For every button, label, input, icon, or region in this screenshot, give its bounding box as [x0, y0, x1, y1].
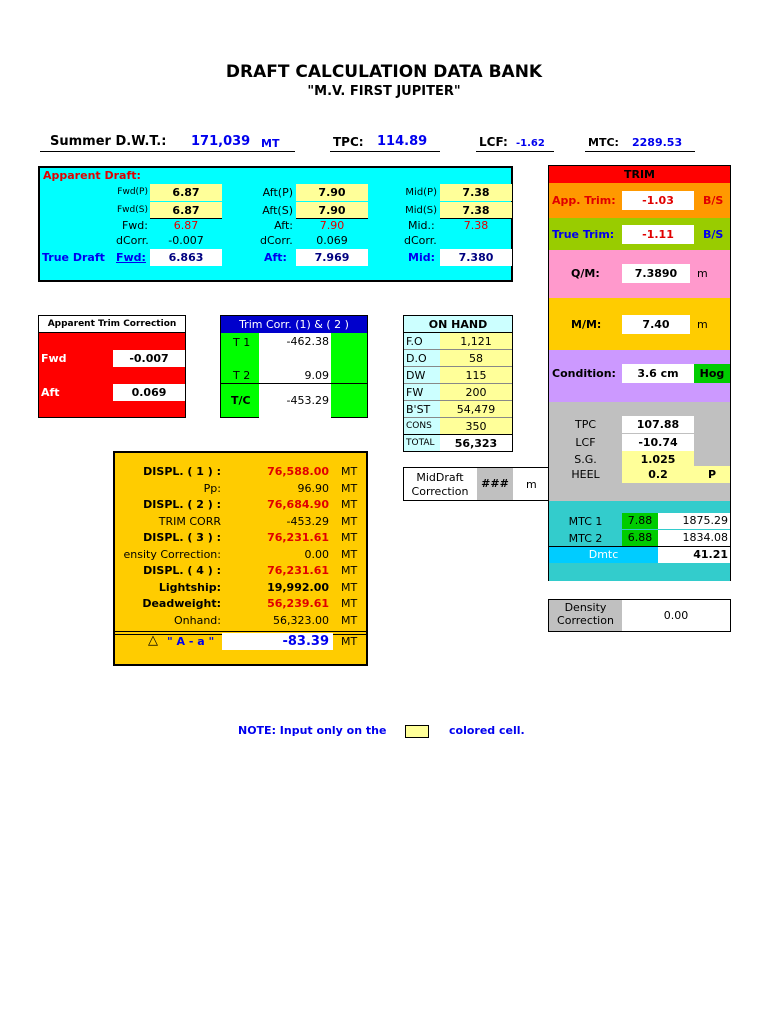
fwd-label: Fwd:	[121, 219, 148, 232]
fwd-dcorr-value: -0.007	[168, 234, 204, 247]
true-trim-row	[549, 218, 730, 250]
true-trim-direction: B/S	[703, 228, 724, 241]
on-hand-total-value: 56,323	[440, 434, 512, 451]
on-hand-panel	[403, 315, 513, 452]
note-text-before: NOTE: Input only on the	[238, 724, 387, 737]
on-hand-row-input[interactable]: 1,121	[440, 333, 512, 350]
app-trim-label: App. Trim:	[552, 194, 616, 207]
qm-value: 7.3890	[622, 264, 690, 283]
on-hand-row-label: FW	[404, 384, 440, 401]
delta-label: " A - a "	[167, 635, 215, 648]
app-trim-value: -1.03	[622, 191, 694, 210]
trim-corr-title: Trim Corr. (1) & ( 2 )	[221, 316, 367, 333]
hydro-heel-input[interactable]: 0.2	[622, 466, 694, 483]
on-hand-row-input[interactable]: 54,479	[440, 401, 512, 418]
hydro-lcf-label: LCF	[575, 436, 596, 449]
aft-s-label: Aft(S)	[262, 204, 293, 217]
lcf-underline	[476, 151, 554, 152]
delta-unit: MT	[341, 635, 358, 648]
displacement-row-label: Deadweight:	[142, 597, 221, 610]
condition-value: 3.6 cm	[622, 364, 694, 383]
on-hand-row-input[interactable]: 350	[440, 418, 512, 435]
displacement-row-unit: MT	[341, 597, 358, 610]
t1-label: T 1	[233, 336, 251, 349]
mtc2-value: 1834.08	[658, 530, 730, 546]
displacement-row-value: 56,323.00	[273, 613, 329, 627]
displacement-panel	[113, 451, 368, 666]
qm-row	[549, 250, 730, 298]
on-hand-title: ON HAND	[404, 316, 512, 333]
mtc2-draft: 6.88	[622, 530, 658, 546]
displacement-row-unit: MT	[341, 514, 358, 528]
displacement-row-unit: MT	[341, 498, 358, 511]
hydro-sg-input[interactable]: 1.025	[622, 451, 694, 468]
on-hand-row-label: D.O	[404, 350, 440, 367]
fwd-p-label: Fwd(P)	[117, 187, 148, 197]
tc-label: T/C	[231, 394, 251, 407]
mid-p-label: Mid(P)	[405, 187, 437, 198]
displacement-row-label: Pp:	[203, 481, 221, 495]
lcf-label: LCF:	[479, 135, 508, 149]
mm-value: 7.40	[622, 315, 690, 334]
hydro-tpc-label: TPC	[574, 418, 597, 431]
middraft-value: ###	[477, 468, 513, 500]
displacement-row-label: Onhand:	[173, 613, 221, 627]
true-mid-label: Mid:	[408, 251, 435, 264]
mm-label: M/M:	[571, 318, 602, 331]
qm-label: Q/M:	[571, 267, 600, 280]
displacement-row-unit: MT	[341, 580, 358, 594]
note-color-swatch	[405, 725, 429, 738]
displacement-row-label: DISPL. ( 3 ) :	[143, 531, 221, 544]
page-title: DRAFT CALCULATION DATA BANK	[225, 62, 543, 82]
density-label	[549, 600, 622, 631]
displacement-row-unit: MT	[341, 564, 358, 577]
displacement-row-unit: MT	[341, 613, 358, 627]
displacement-row-value: 76,684.90	[267, 498, 329, 511]
tc-value: -453.29	[259, 384, 331, 418]
atc-aft-label: Aft	[41, 386, 60, 399]
on-hand-row-label: DW	[404, 367, 440, 384]
displacement-row-unit: MT	[341, 465, 358, 478]
displacement-row-value: 76,231.61	[267, 531, 329, 544]
displacement-row-unit: MT	[341, 547, 358, 561]
fwd-value: 6.87	[173, 219, 199, 232]
t2-label: T 2	[233, 369, 251, 382]
dwt-label: Summer D.W.T.:	[50, 134, 167, 149]
apparent-draft-title: Apparent Draft:	[43, 169, 141, 182]
density-correction-box	[548, 599, 731, 632]
apparent-draft-panel	[38, 166, 513, 282]
mid-value: 7.38	[463, 219, 489, 232]
dmtc-value: 41.21	[658, 547, 730, 563]
displacement-row-value: 19,992.00	[267, 580, 329, 594]
displacement-row-label: TRIM CORR	[158, 514, 221, 528]
displacement-row-label: DISPL. ( 1 ) :	[143, 465, 221, 478]
middraft-label-line2: Correction	[411, 485, 469, 498]
dwt-value[interactable]: 171,039	[191, 134, 251, 149]
mm-row	[549, 298, 730, 350]
true-fwd-value: 6.863	[150, 249, 222, 266]
condition-row	[549, 350, 730, 402]
dmtc-label: Dmtc	[549, 547, 658, 563]
aft-dcorr-label: dCorr.	[260, 234, 293, 247]
mtc-underline	[585, 151, 695, 152]
aft-dcorr-value: 0.069	[316, 234, 348, 247]
trim-panel	[548, 165, 731, 581]
apparent-trim-correction-title: Apparent Trim Correction	[39, 316, 185, 333]
mid-label: Mid.:	[408, 219, 435, 232]
mid-s-input[interactable]: 7.38	[440, 202, 512, 219]
true-draft-label: True Draft	[42, 251, 105, 264]
atc-fwd-value: -0.007	[113, 350, 185, 367]
on-hand-row-label: B'ST	[404, 401, 440, 418]
true-mid-value: 7.380	[440, 249, 512, 266]
density-label-line2: Correction	[557, 614, 614, 627]
true-trim-label: True Trim:	[552, 228, 615, 241]
density-label-line1: Density	[564, 601, 607, 614]
note-text-after: colored cell.	[449, 724, 525, 737]
apparent-trim-correction-panel	[38, 315, 186, 418]
hydro-section	[549, 402, 730, 501]
tpc-underline	[330, 151, 440, 152]
mtc1-label: MTC 1	[568, 515, 603, 528]
trim-corr-panel	[220, 315, 368, 418]
mtc1-draft: 7.88	[622, 513, 658, 529]
displacement-row-unit: MT	[341, 481, 358, 495]
t1-value: -462.38	[259, 333, 331, 383]
on-hand-row-input[interactable]: 58	[440, 350, 512, 367]
on-hand-row-label: F.O	[404, 333, 440, 350]
mtc-label: MTC:	[588, 136, 619, 149]
mm-unit: m	[697, 318, 708, 331]
displacement-row-value: 0.00	[304, 547, 329, 561]
dwt-underline	[40, 151, 295, 152]
page-subtitle: "M.V. FIRST JUPITER"	[307, 84, 461, 99]
displacement-row-value: 96.90	[297, 481, 329, 495]
atc-fwd-label: Fwd	[41, 352, 67, 365]
true-aft-label: Aft:	[264, 251, 287, 264]
app-trim-direction: B/S	[703, 194, 724, 207]
density-value: 0.00	[663, 609, 689, 622]
true-trim-value: -1.11	[622, 225, 694, 244]
on-hand-total-label: TOTAL	[404, 434, 440, 451]
displacement-row-value: 76,588.00	[267, 465, 329, 478]
atc-aft-value: 0.069	[113, 384, 185, 401]
mtc1-value: 1875.29	[658, 513, 730, 529]
app-trim-row	[549, 183, 730, 218]
displacement-row-value: 76,231.61	[267, 564, 329, 577]
displacement-row-unit: MT	[341, 531, 358, 544]
true-aft-value: 7.969	[296, 249, 368, 266]
displacement-row-label: DISPL. ( 2 ) :	[143, 498, 221, 511]
aft-p-input[interactable]: 7.90	[296, 184, 368, 201]
hydro-tpc-value: 107.88	[622, 416, 694, 433]
on-hand-row-input[interactable]: 200	[440, 384, 512, 401]
trim-title: TRIM	[549, 166, 730, 183]
displacement-row-value: 56,239.61	[267, 597, 329, 610]
middraft-unit: m	[526, 478, 537, 491]
fwd-dcorr-label: dCorr.	[116, 234, 149, 247]
mid-p-input[interactable]: 7.38	[440, 184, 512, 201]
fwd-s-label: Fwd(S)	[117, 205, 148, 215]
hydro-heel-label: HEEL	[571, 468, 600, 481]
true-fwd-label: Fwd:	[116, 251, 146, 264]
fwd-s-input[interactable]: 6.87	[150, 202, 222, 219]
middraft-correction-box	[403, 467, 549, 501]
fwd-p-input[interactable]: 6.87	[150, 184, 222, 201]
mid-s-label: Mid(S)	[405, 205, 437, 216]
delta-triangle-icon: △	[148, 633, 158, 648]
lcf-value[interactable]: -1.62	[516, 138, 545, 149]
mtc-value[interactable]: 2289.53	[632, 136, 683, 149]
on-hand-row-input[interactable]: 115	[440, 367, 512, 384]
aft-s-input[interactable]: 7.90	[296, 202, 368, 219]
hydro-heel-side-input[interactable]: P	[694, 466, 730, 483]
delta-value: -83.39	[222, 633, 333, 650]
aft-value: 7.90	[319, 219, 345, 232]
aft-label: Aft:	[274, 219, 293, 232]
hydro-lcf-value: -10.74	[622, 434, 694, 451]
tpc-value[interactable]: 114.89	[377, 134, 428, 149]
mtc-section	[549, 501, 730, 581]
t2-value: 9.09	[304, 369, 329, 382]
mid-dcorr-label: dCorr.	[404, 234, 437, 247]
displacement-row-value: -453.29	[286, 514, 329, 528]
displacement-row-label: Lightship:	[158, 580, 221, 594]
tpc-label: TPC:	[333, 135, 364, 149]
dwt-unit: MT	[261, 137, 280, 150]
aft-p-label: Aft(P)	[262, 186, 293, 199]
displacement-row-label: ensity Correction:	[123, 547, 221, 561]
hydro-sg-label: S.G.	[574, 453, 597, 466]
mtc2-label: MTC 2	[568, 532, 603, 545]
qm-unit: m	[697, 267, 708, 280]
on-hand-row-label: CONS	[404, 418, 440, 435]
condition-type: Hog	[694, 364, 730, 383]
displacement-row-label: DISPL. ( 4 ) :	[143, 564, 221, 577]
middraft-label-line1: MidDraft	[416, 471, 464, 484]
condition-label: Condition:	[552, 367, 616, 380]
